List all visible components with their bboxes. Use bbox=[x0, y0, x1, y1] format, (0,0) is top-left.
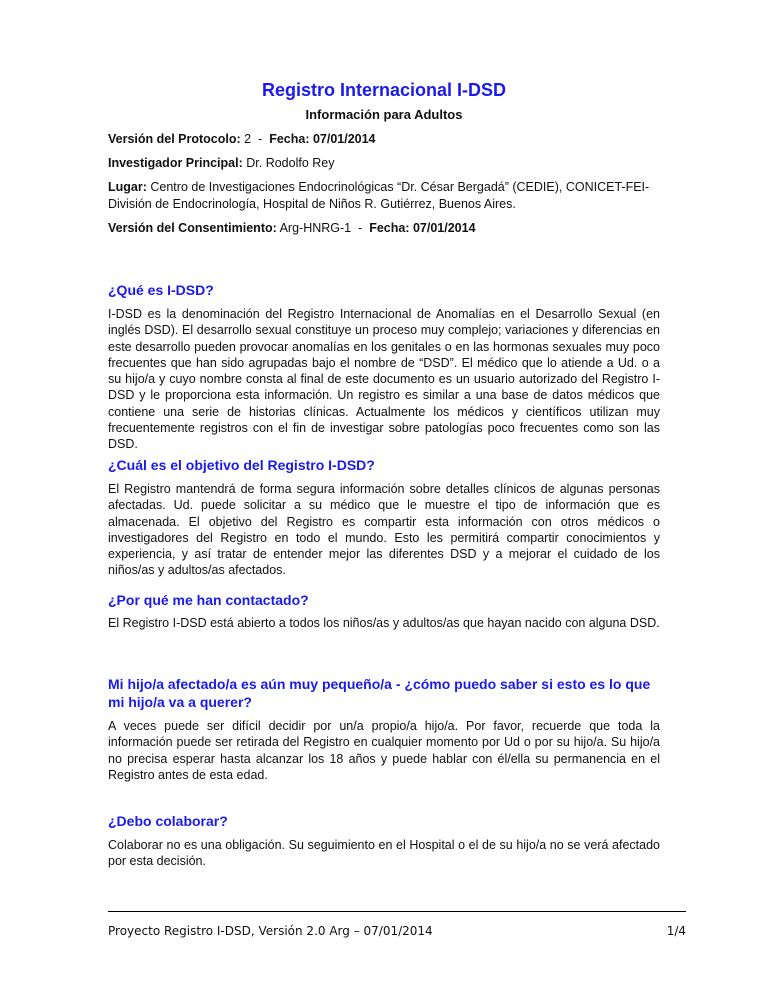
footer-project-info: Proyecto Registro I-DSD, Versión 2.0 Arg – 07/01/2014 bbox=[108, 924, 433, 938]
place-value: Centro de Investigaciones Endocrinológicas “Dr. César Bergadá” (CEDIE), CONICET-FEI-División de Endocrinología, Hospital de Niños R. Gutiérrez, Buenos Aires. bbox=[108, 180, 650, 211]
document-subtitle: Información para Adultos bbox=[305, 107, 463, 122]
section-text: A veces puede ser difícil decidir por un/a propio/a hijo/a. Por favor, recuerde que toda la información puede ser retirada del Registro en cualquier momento por Ud o por su hijo/a. Su hijo/a no precisa esperar hasta alcanzar los 18 años y puede hablar con él/ella su permanencia en el Registro antes de esta edad. bbox=[108, 719, 660, 782]
protocol-date: Fecha: 07/01/2014 bbox=[269, 132, 376, 146]
section-heading: ¿Debo colaborar? bbox=[108, 813, 228, 829]
consent-value: Arg-HNRG-1 bbox=[279, 221, 352, 235]
section-heading: ¿Por qué me han contactado? bbox=[108, 592, 309, 608]
consent-label: Versión del Consentimiento: bbox=[108, 221, 277, 235]
protocol-label: Versión del Protocolo: bbox=[108, 132, 241, 146]
protocol-line bbox=[108, 131, 660, 148]
consent-line bbox=[108, 220, 660, 237]
investigator-line bbox=[108, 155, 660, 172]
document-title: Registro Internacional I-DSD bbox=[261, 80, 507, 100]
separator: - bbox=[258, 132, 263, 146]
section-text: El Registro mantendrá de forma segura información sobre detalles clínicos de algunas personas afectadas. Ud. puede solicitar a su médico que le muestre el tipo de información que es almacenada. El objetivo del Registro es compartir esta información con otros médicos o investigadores del Registro en todo el mundo. Esto les permitirá compartir conocimientos y experiencia, y así tratar de entender mejor las diferentes DSD y a mejorar el cuidado de los niños/as y adultos/as afectados. bbox=[108, 482, 660, 578]
consent-date: Fecha: 07/01/2014 bbox=[369, 221, 476, 235]
section-text: El Registro I-DSD está abierto a todos los niños/as y adultos/as que hayan nacido con alguna DSD. bbox=[108, 616, 660, 630]
investigator-value: Dr. Rodolfo Rey bbox=[246, 156, 335, 170]
protocol-value: 2 bbox=[244, 132, 252, 146]
place-label: Lugar: bbox=[108, 180, 147, 194]
section-text: Colaborar no es una obligación. Su seguimiento en el Hospital o el de su hijo/a no se verá afectado por esta decisión. bbox=[108, 838, 660, 869]
page-number: 1/4 bbox=[666, 924, 686, 938]
section-heading: ¿Cuál es el objetivo del Registro I-DSD? bbox=[108, 457, 375, 473]
footer-divider bbox=[108, 911, 686, 912]
section-text: I-DSD es la denominación del Registro Internacional de Anomalías en el Desarrollo Sexual (en inglés DSD). El desarrollo sexual constituye un proceso muy complejo; variaciones y diferencias en este desarrollo pueden provocar anomalías en los genitales o en las hormonas sexuales muy poco frecuentes que han sido agrupadas bajo el nombre de “DSD”. El médico que lo atiende a Ud. o a su hijo/a y cuyo nombre consta al final de este documento es un usuario autorizado del Registro I-DSD y le proporciona esta información. Un registro es similar a una base de datos médicos que contiene una serie de historias clínicas. Actualmente los médicos y científicos utilizan muy frecuentemente registros con el fin de investigar sobre patologías poco frecuentes como son las DSD. bbox=[108, 307, 660, 452]
investigator-label: Investigador Principal: bbox=[108, 156, 243, 170]
separator: - bbox=[358, 221, 363, 235]
place-line bbox=[108, 179, 660, 212]
section-heading: Mi hijo/a afectado/a es aún muy pequeño/a - ¿cómo puedo saber si esto es lo que mi hijo/a va a querer? bbox=[108, 676, 651, 710]
section-heading: ¿Qué es I-DSD? bbox=[108, 282, 214, 298]
